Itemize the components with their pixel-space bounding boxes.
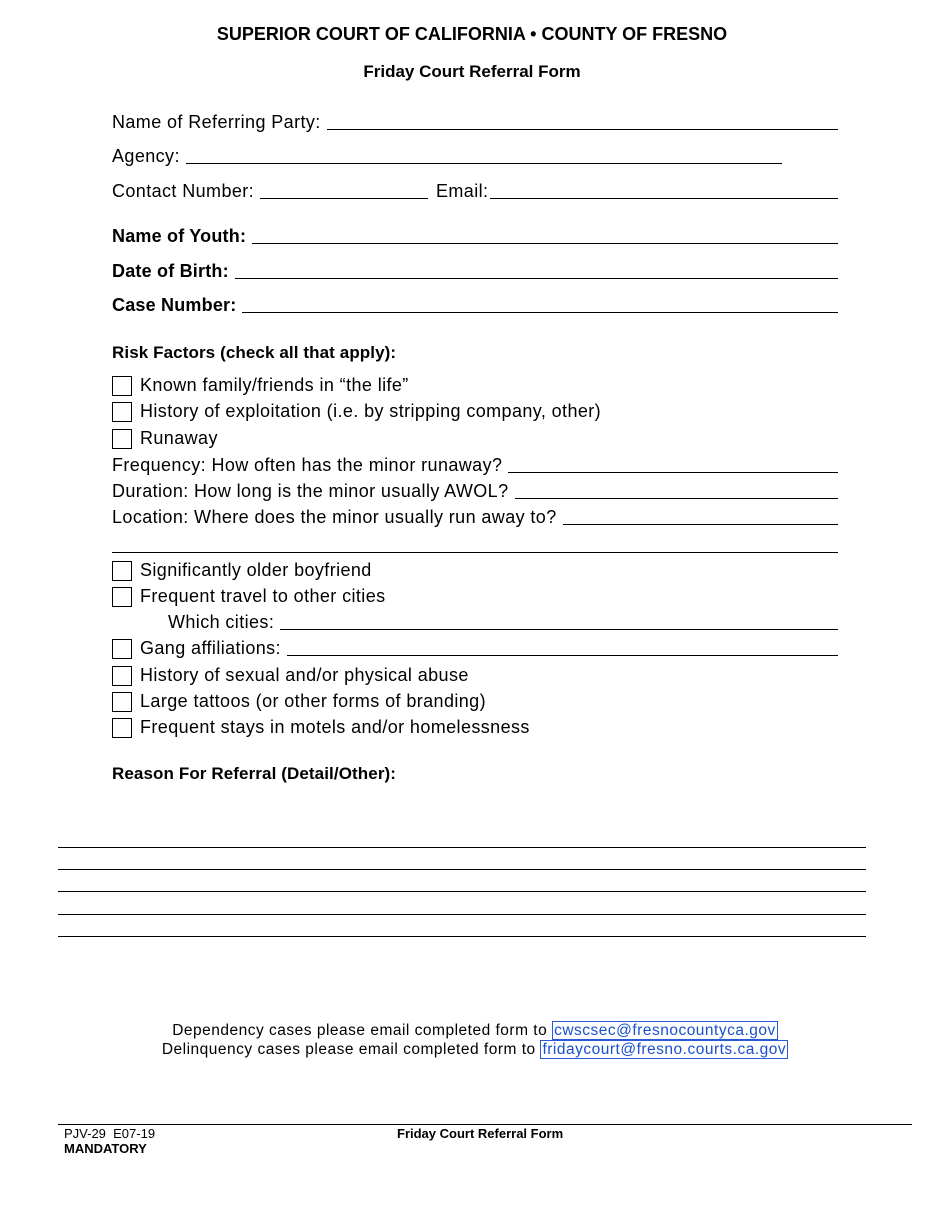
abuse-checkbox[interactable]: [112, 666, 132, 686]
dob-label: Date of Birth:: [112, 261, 229, 281]
delinquency-email-link[interactable]: fridaycourt@fresno.courts.ca.gov: [542, 1041, 787, 1058]
exploitation-label: History of exploitation (i.e. by stripping company, other): [140, 401, 602, 421]
known-family-label: Known family/friends in “the life”: [140, 375, 409, 395]
youth-name-row: [112, 226, 838, 247]
location-extra-line[interactable]: [112, 552, 838, 553]
footer-title: Friday Court Referral Form: [397, 1126, 564, 1141]
which-cities-field[interactable]: [280, 629, 838, 630]
referring-party-row: [112, 112, 838, 133]
reason-line[interactable]: [58, 869, 866, 870]
email-field[interactable]: [490, 198, 838, 199]
agency-field[interactable]: [186, 163, 782, 164]
case-number-label: Case Number:: [112, 295, 237, 315]
known-family-checkbox[interactable]: [112, 376, 132, 396]
gang-field[interactable]: [287, 655, 838, 656]
runaway-label: Runaway: [140, 428, 218, 448]
duration-field[interactable]: [515, 498, 838, 499]
referring-party-label: Name of Referring Party:: [112, 112, 321, 132]
older-boyfriend-label: Significantly older boyfriend: [140, 560, 372, 580]
form-code: PJV-29 E07-19: [64, 1126, 156, 1141]
dependency-instruction: [0, 1022, 950, 1040]
delinquency-text: Delinquency cases please email completed form to: [161, 1041, 536, 1058]
location-label: Location: Where does the minor usually run away to?: [112, 507, 557, 527]
dependency-text: Dependency cases please email completed form to: [172, 1022, 548, 1039]
duration-row: [112, 481, 838, 502]
which-cities-label: Which cities:: [168, 612, 275, 632]
referring-party-field[interactable]: [327, 129, 838, 130]
travel-label: Frequent travel to other cities: [140, 586, 386, 606]
which-cities-row: [168, 612, 838, 633]
contact-number-label: Contact Number:: [112, 181, 255, 201]
abuse-label: History of sexual and/or physical abuse: [140, 665, 469, 685]
travel-checkbox[interactable]: [112, 587, 132, 607]
youth-name-field[interactable]: [252, 243, 838, 244]
reason-heading: Reason For Referral (Detail/Other):: [112, 764, 397, 783]
footer-divider: [58, 1124, 912, 1125]
agency-label: Agency:: [112, 146, 180, 166]
risk-factors-heading: Risk Factors (check all that apply):: [112, 343, 397, 362]
dob-field[interactable]: [235, 278, 838, 279]
duration-label: Duration: How long is the minor usually AWOL?: [112, 481, 509, 501]
dob-row: [112, 261, 838, 282]
youth-name-label: Name of Youth:: [112, 226, 247, 246]
risk-motels: [112, 717, 530, 738]
location-row: [112, 507, 838, 528]
risk-known-family: [112, 375, 409, 396]
risk-older-boyfriend: [112, 560, 372, 581]
contact-number-field[interactable]: [260, 198, 428, 199]
runaway-checkbox[interactable]: [112, 429, 132, 449]
gang-label: Gang affiliations:: [140, 638, 281, 658]
email-row: [436, 181, 838, 202]
email-label: Email:: [436, 181, 489, 201]
risk-exploitation: [112, 401, 601, 422]
reason-line[interactable]: [58, 847, 866, 848]
gang-checkbox[interactable]: [112, 639, 132, 659]
risk-tattoos: [112, 691, 486, 712]
form-title: Friday Court Referral Form: [363, 62, 581, 81]
case-number-row: [112, 295, 838, 316]
reason-line[interactable]: [58, 891, 866, 892]
contact-number-row: [112, 181, 428, 202]
frequency-field[interactable]: [508, 472, 838, 473]
risk-runaway: [112, 428, 218, 449]
frequency-row: [112, 455, 838, 476]
risk-abuse: [112, 665, 469, 686]
reason-line[interactable]: [58, 936, 866, 937]
risk-travel: [112, 586, 386, 607]
reason-line[interactable]: [58, 914, 866, 915]
delinquency-instruction: [0, 1041, 950, 1059]
risk-gang: [112, 638, 838, 659]
older-boyfriend-checkbox[interactable]: [112, 561, 132, 581]
mandatory-label: MANDATORY: [64, 1141, 147, 1156]
court-header: SUPERIOR COURT OF CALIFORNIA • COUNTY OF FRESNO: [216, 24, 728, 44]
dependency-email-link[interactable]: cwscsec@fresnocountyca.gov: [554, 1022, 776, 1039]
tattoos-checkbox[interactable]: [112, 692, 132, 712]
motels-label: Frequent stays in motels and/or homelessness: [140, 717, 530, 737]
tattoos-label: Large tattoos (or other forms of branding): [140, 691, 486, 711]
motels-checkbox[interactable]: [112, 718, 132, 738]
frequency-label: Frequency: How often has the minor runaway?: [112, 455, 503, 475]
exploitation-checkbox[interactable]: [112, 402, 132, 422]
case-number-field[interactable]: [242, 312, 838, 313]
agency-row: [112, 146, 782, 167]
location-field[interactable]: [563, 524, 838, 525]
